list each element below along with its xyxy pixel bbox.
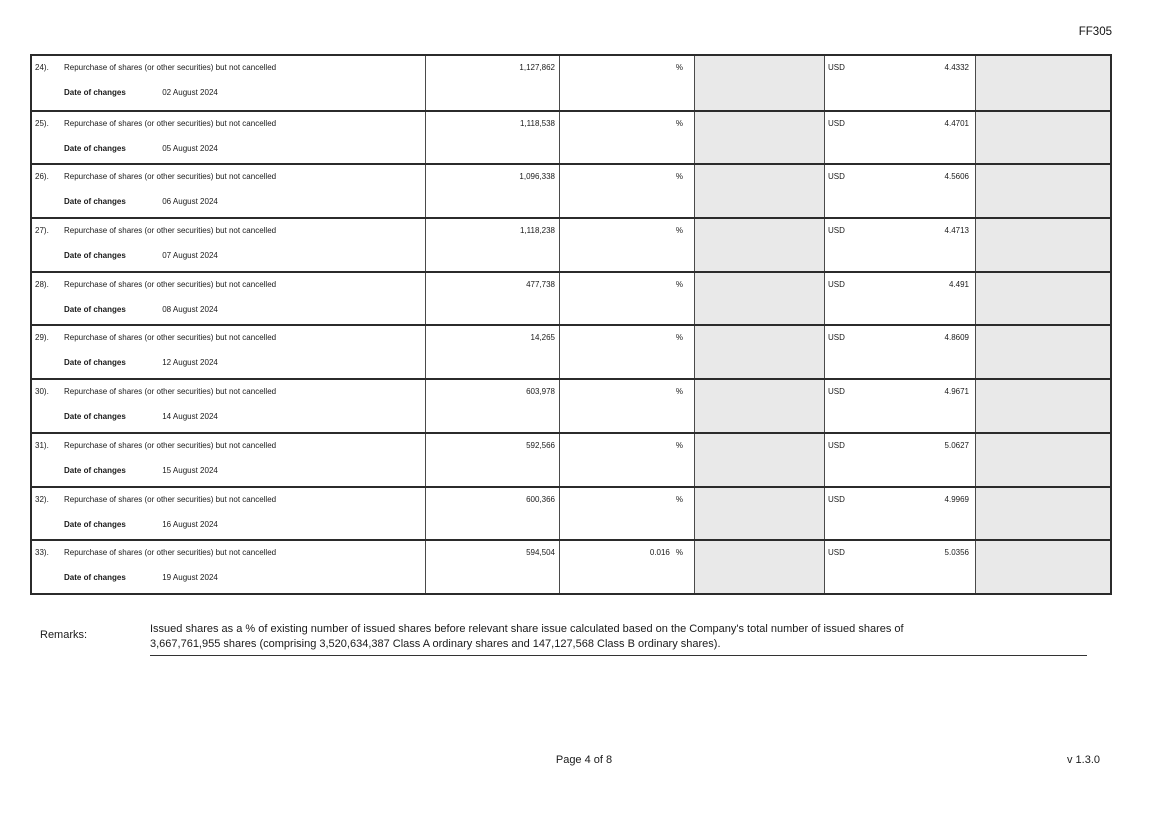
- shares-value: 1,118,238: [520, 226, 555, 236]
- shaded-cell: [694, 434, 824, 486]
- shaded-cell: [694, 56, 824, 110]
- price-value: 4.8609: [944, 333, 969, 343]
- table-row: [32, 539, 1110, 593]
- date-of-changes-label: Date of changes: [64, 197, 126, 207]
- percent-cell: [559, 56, 694, 110]
- currency-label: USD: [828, 63, 845, 72]
- row-number: 25).: [35, 118, 49, 128]
- row-number: 26).: [35, 172, 49, 182]
- description-cell: [32, 219, 425, 271]
- percent-cell: [559, 326, 694, 378]
- percent-sign: %: [675, 387, 683, 397]
- price-cell: [824, 541, 975, 593]
- shares-value: 477,738: [526, 279, 555, 289]
- price-value: 5.0627: [944, 440, 969, 450]
- date-of-changes-label: Date of changes: [64, 251, 126, 261]
- price-value: 4.4701: [944, 118, 969, 128]
- page-number: Page 4 of 8: [555, 754, 613, 766]
- shaded-cell: [694, 165, 824, 217]
- shares-value: 603,978: [526, 387, 555, 397]
- percent-cell: [559, 488, 694, 540]
- percent-sign: %: [675, 440, 683, 450]
- date-of-changes-label: Date of changes: [64, 573, 126, 583]
- remarks-label: Remarks:: [40, 629, 88, 641]
- shares-cell: [425, 434, 559, 486]
- shaded-cell: [694, 326, 824, 378]
- shaded-cell: [975, 112, 1110, 164]
- shares-value: 1,096,338: [519, 172, 555, 182]
- description-cell: [32, 56, 425, 110]
- shaded-cell: [975, 219, 1110, 271]
- price-cell: [824, 273, 975, 325]
- table-row: [32, 163, 1110, 217]
- percent-cell: [559, 219, 694, 271]
- repurchase-table: [30, 54, 1112, 595]
- row-description: Repurchase of shares (or other securities) but not cancelled: [64, 387, 277, 397]
- row-description: Repurchase of shares (or other securities) but not cancelled: [64, 333, 277, 343]
- row-description: Repurchase of shares (or other securities) but not cancelled: [64, 494, 277, 504]
- description-cell: [32, 112, 425, 164]
- shaded-cell: [694, 488, 824, 540]
- price-value: 5.0356: [944, 548, 969, 558]
- price-value: 4.9671: [944, 387, 969, 397]
- row-description: Repurchase of shares (or other securities) but not cancelled: [64, 63, 277, 72]
- percent-sign: %: [675, 63, 683, 72]
- date-of-changes-value: 08 August 2024: [162, 304, 218, 314]
- date-of-changes-label: Date of changes: [64, 465, 126, 475]
- date-of-changes-value: 06 August 2024: [162, 197, 218, 207]
- percent-value: 0.016: [649, 548, 670, 558]
- price-cell: [824, 326, 975, 378]
- row-number: 27).: [35, 226, 49, 236]
- date-of-changes-label: Date of changes: [64, 88, 126, 97]
- price-value: 4.4332: [944, 63, 969, 72]
- date-of-changes-value: 12 August 2024: [162, 358, 218, 368]
- currency-label: USD: [828, 548, 845, 558]
- percent-cell: [559, 541, 694, 593]
- row-description: Repurchase of shares (or other securities) but not cancelled: [64, 440, 277, 450]
- shaded-cell: [975, 488, 1110, 540]
- percent-cell: [559, 273, 694, 325]
- date-of-changes-value: 16 August 2024: [162, 519, 218, 529]
- percent-sign: %: [675, 172, 683, 182]
- shares-cell: [425, 380, 559, 432]
- currency-label: USD: [828, 226, 845, 236]
- form-code-label: FF305: [1078, 26, 1112, 38]
- shaded-cell: [694, 112, 824, 164]
- date-of-changes-label: Date of changes: [64, 412, 126, 422]
- table-row: [32, 217, 1110, 271]
- row-number: 24).: [35, 63, 49, 72]
- date-of-changes-value: 07 August 2024: [162, 251, 218, 261]
- shares-cell: [425, 326, 559, 378]
- shares-value: 14,265: [530, 333, 555, 343]
- percent-sign: %: [675, 118, 683, 128]
- table-row: [32, 271, 1110, 325]
- percent-sign: %: [675, 494, 683, 504]
- row-description: Repurchase of shares (or other securities) but not cancelled: [64, 172, 277, 182]
- shares-value: 594,504: [526, 548, 555, 558]
- percent-cell: [559, 165, 694, 217]
- currency-label: USD: [828, 440, 845, 450]
- table-row: [32, 432, 1110, 486]
- table-row: [32, 378, 1110, 432]
- date-of-changes-label: Date of changes: [64, 304, 126, 314]
- price-cell: [824, 488, 975, 540]
- shaded-cell: [694, 273, 824, 325]
- price-cell: [824, 56, 975, 110]
- shares-value: 1,118,538: [520, 118, 555, 128]
- shaded-cell: [694, 219, 824, 271]
- percent-sign: %: [675, 333, 683, 343]
- shares-cell: [425, 541, 559, 593]
- currency-label: USD: [828, 279, 845, 289]
- table-row: [32, 110, 1110, 164]
- shaded-cell: [694, 541, 824, 593]
- shaded-cell: [975, 434, 1110, 486]
- description-cell: [32, 165, 425, 217]
- table-row: [32, 324, 1110, 378]
- percent-sign: %: [675, 226, 683, 236]
- row-number: 29).: [35, 333, 49, 343]
- currency-label: USD: [828, 387, 845, 397]
- shaded-cell: [975, 541, 1110, 593]
- price-value: 4.9969: [944, 494, 969, 504]
- description-cell: [32, 488, 425, 540]
- description-cell: [32, 326, 425, 378]
- shaded-cell: [975, 380, 1110, 432]
- remarks-text-line1: Issued shares as a % of existing number of issued shares before relevant share issue calculated based on the Company's total number of issued shares of: [150, 623, 904, 635]
- date-of-changes-value: 02 August 2024: [162, 88, 218, 97]
- percent-cell: [559, 380, 694, 432]
- remarks-text-line2: 3,667,761,955 shares (comprising 3,520,634,387 Class A ordinary shares and 147,127,568 Class B ordinary shares).: [150, 638, 721, 651]
- table-row: [32, 56, 1110, 110]
- shares-cell: [425, 219, 559, 271]
- shares-value: 1,127,862: [519, 63, 555, 72]
- version-label: v 1.3.0: [1066, 754, 1100, 766]
- shares-value: 600,366: [526, 494, 555, 504]
- percent-sign: %: [675, 548, 683, 558]
- price-value: 4.5606: [944, 172, 969, 182]
- shares-cell: [425, 112, 559, 164]
- shares-cell: [425, 273, 559, 325]
- row-number: 30).: [35, 387, 49, 397]
- date-of-changes-label: Date of changes: [64, 143, 126, 153]
- date-of-changes-value: 05 August 2024: [162, 143, 218, 153]
- row-description: Repurchase of shares (or other securities) but not cancelled: [64, 279, 277, 289]
- row-number: 32).: [35, 494, 49, 504]
- shares-cell: [425, 56, 559, 110]
- shares-cell: [425, 488, 559, 540]
- remarks-field: [150, 622, 1087, 656]
- percent-sign: %: [675, 279, 683, 289]
- date-of-changes-label: Date of changes: [64, 358, 126, 368]
- price-cell: [824, 165, 975, 217]
- row-description: Repurchase of shares (or other securities) but not cancelled: [64, 226, 277, 236]
- percent-cell: [559, 112, 694, 164]
- date-of-changes-value: 14 August 2024: [162, 412, 218, 422]
- description-cell: [32, 380, 425, 432]
- price-cell: [824, 380, 975, 432]
- shaded-cell: [975, 273, 1110, 325]
- percent-cell: [559, 434, 694, 486]
- row-number: 31).: [35, 440, 49, 450]
- currency-label: USD: [828, 172, 845, 182]
- description-cell: [32, 434, 425, 486]
- currency-label: USD: [828, 118, 845, 128]
- date-of-changes-value: 15 August 2024: [162, 465, 218, 475]
- shaded-cell: [694, 380, 824, 432]
- row-number: 28).: [35, 279, 49, 289]
- price-cell: [824, 219, 975, 271]
- row-number: 33).: [35, 548, 49, 558]
- shares-cell: [425, 165, 559, 217]
- currency-label: USD: [828, 494, 845, 504]
- table-row: [32, 486, 1110, 540]
- currency-label: USD: [828, 333, 845, 343]
- price-cell: [824, 112, 975, 164]
- shaded-cell: [975, 56, 1110, 110]
- shaded-cell: [975, 165, 1110, 217]
- price-cell: [824, 434, 975, 486]
- date-of-changes-label: Date of changes: [64, 519, 126, 529]
- price-value: 4.4713: [944, 226, 969, 236]
- price-value: 4.491: [948, 279, 969, 289]
- shaded-cell: [975, 326, 1110, 378]
- row-description: Repurchase of shares (or other securities) but not cancelled: [64, 548, 277, 558]
- shares-value: 592,566: [526, 440, 555, 450]
- description-cell: [32, 541, 425, 593]
- date-of-changes-value: 19 August 2024: [162, 573, 218, 583]
- description-cell: [32, 273, 425, 325]
- row-description: Repurchase of shares (or other securities) but not cancelled: [64, 118, 277, 128]
